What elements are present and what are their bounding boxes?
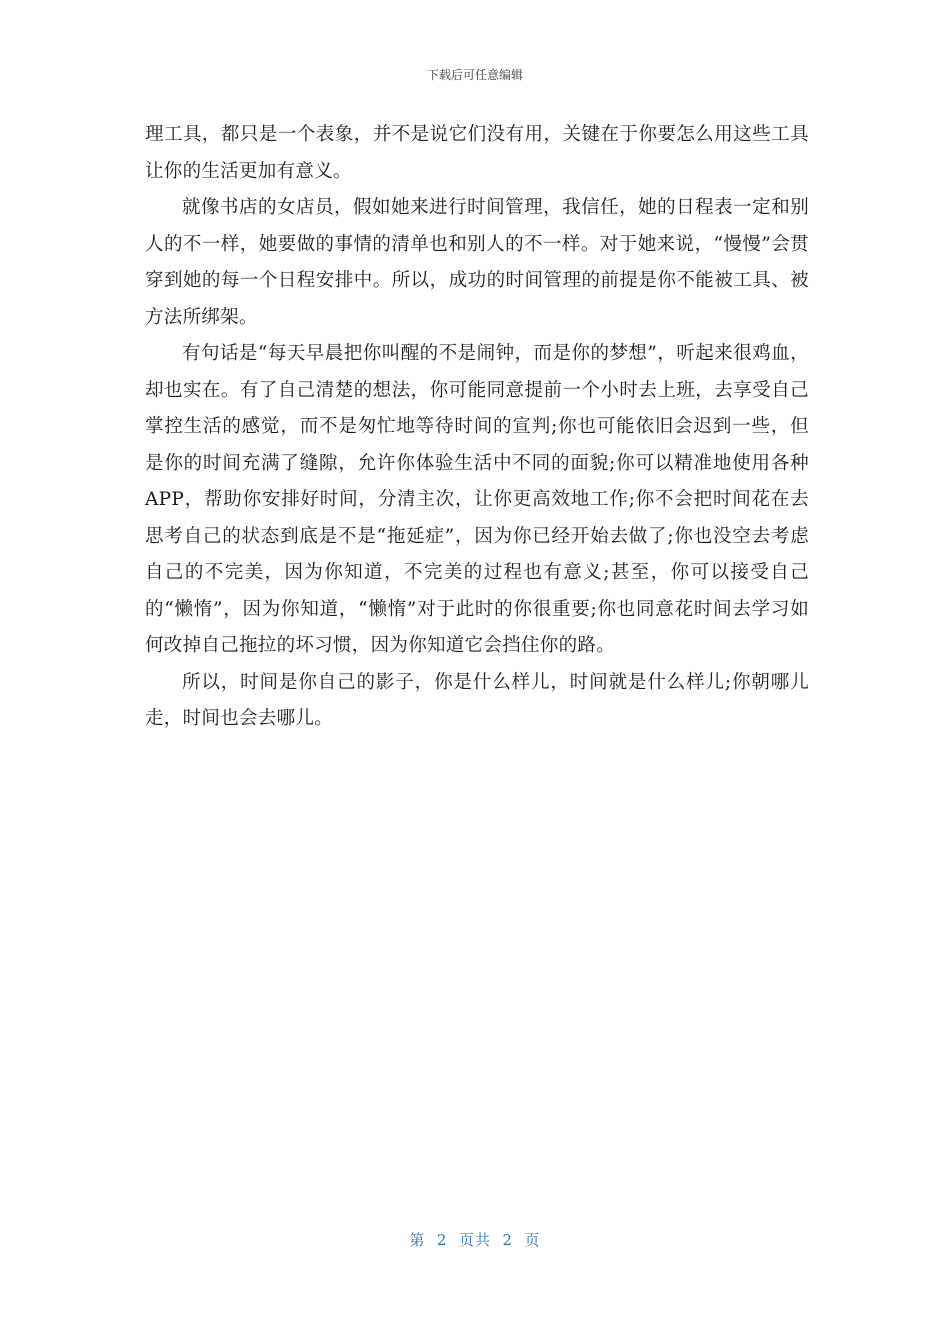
document-body xyxy=(145,117,809,738)
page-number-footer: 第 2 页共 2 页 xyxy=(409,1231,541,1249)
paragraph-2: 就像书店的女店员，假如她来进行时间管理，我信任，她的日程表一定和别人的不一样，她要做的事情的清单也和别人的不一样。对于她来说，“慢慢”会贯穿到她的每一个日程安排中。所以，成功的时间管理的前提是你不能被工具、被方法所绑架。 xyxy=(145,197,809,328)
paragraph-1: 理工具，都只是一个表象，并不是说它们没有用，关键在于你要怎么用这些工具让你的生活更加有意义。 xyxy=(145,124,809,182)
paragraph-4: 所以，时间是你自己的影子，你是什么样儿，时间就是什么样儿;你朝哪儿走，时间也会去哪儿。 xyxy=(145,671,809,729)
page-header: 下载后可任意编辑 xyxy=(426,68,523,82)
paragraph-3: 有句话是“每天早晨把你叫醒的不是闹钟，而是你的梦想”，听起来很鸡血，却也实在。有了自己清楚的想法，你可能同意提前一个小时去上班，去享受自己掌控生活的感觉，而不是匆忙地等待时间的宣判;你也可能依旧会迟到一些，但是你的时间充满了缝隙，允许你体验生活中不同的面貌;你可以精准地使用各种APP，帮助你安排好时间，分清主次，让你更高效地工作;你不会把时间花在去思考自己的状态到底是不是“拖延症”，因为你已经开始去做了;你也没空去考虑自己的不完美，因为你知道，不完美的过程也有意义;甚至，你可以接受自己的“懒惰”，因为你知道，“懒惰”对于此时的你很重要;你也同意花时间去学习如何改掉自己拖拉的坏习惯，因为你知道它会挡住你的路。 xyxy=(145,343,809,656)
